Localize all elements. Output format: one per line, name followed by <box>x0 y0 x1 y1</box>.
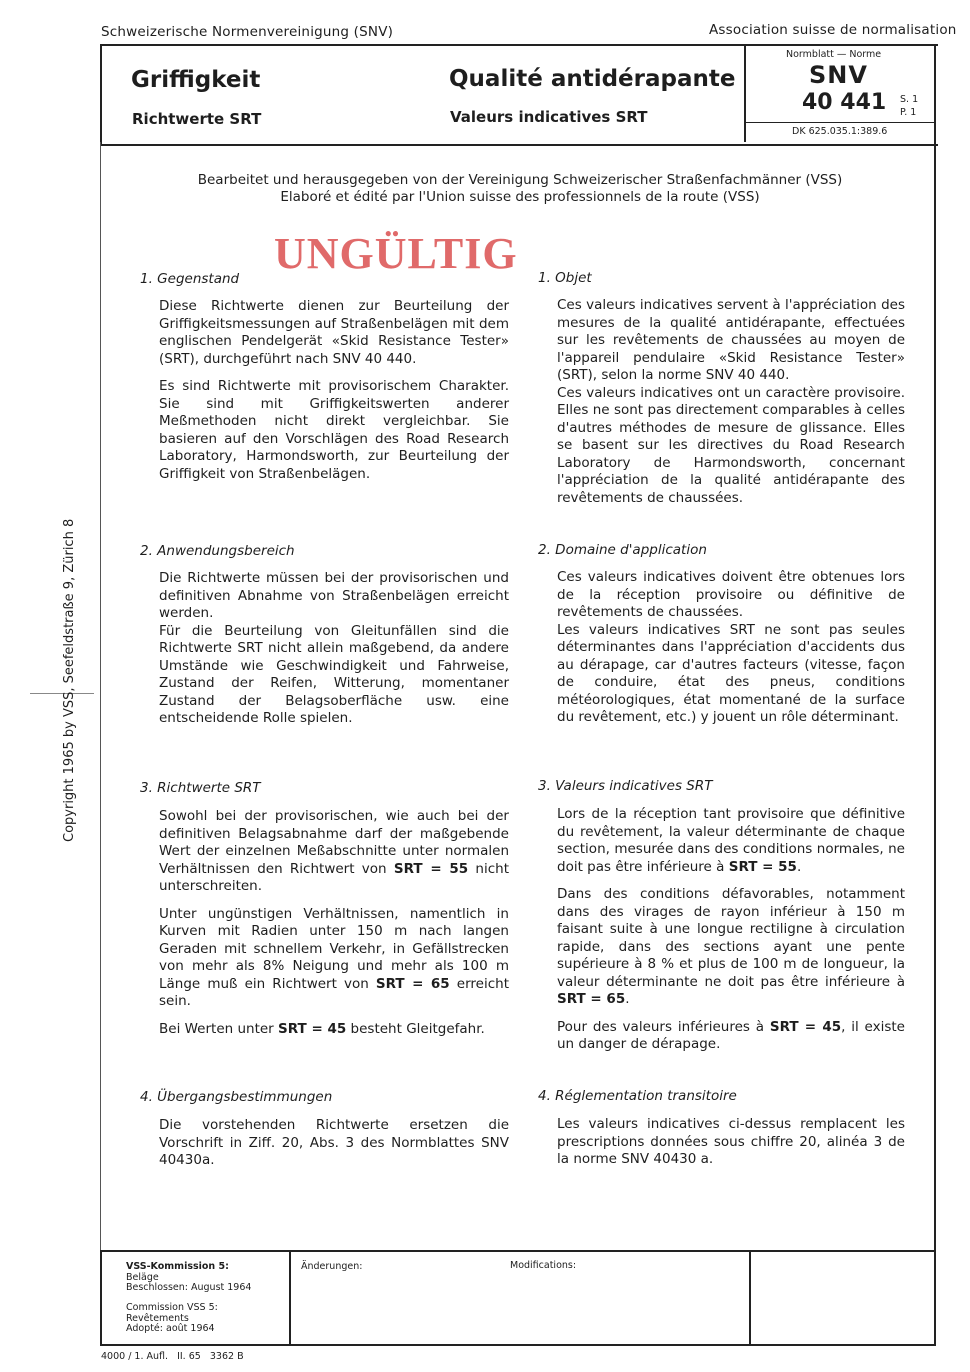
normblatt-label: Normblatt — Norme <box>786 49 882 60</box>
section-body-fr-2 <box>557 569 905 737</box>
paragraph: Diese Richtwerte dienen zur Beurteilung der Griffigkeitsmessungen auf Straßenbelägen mit dem englischen Pendelgerät «Skid Resistance Tester» (SRT), durchgeführt nach SNV 40 440. <box>159 298 509 367</box>
commission-fr-topic: Revêtements <box>126 1312 189 1324</box>
paragraph: Les valeurs indicatives ci-dessus remplacent les prescriptions données sous chiffre 20, alinéa 3 de la norme SNV 40430 a. <box>557 1116 905 1167</box>
section-heading-de-1: 1. Gegenstand <box>140 271 240 287</box>
footer-separator-1 <box>289 1250 291 1344</box>
section-heading-de-2: 2. Anwendungsbereich <box>140 543 295 559</box>
paragraph: Ces valeurs indicatives doivent être obtenues lors de la réception provisoire ou définitive de revêtements de chaussées. <box>557 569 905 620</box>
paragraph: Die vorstehenden Richtwerte ersetzen die Vorschrift in Ziff. 20, Abs. 3 des Normblattes SNV 40430a. <box>159 1117 509 1168</box>
paragraph: Les valeurs indicatives SRT ne sont pas seules déterminantes dans l'appréciation d'accidents dus au dérapage, car d'autres facteurs (vitesse, façon de conduire, état des pneus, conditions météorologiques, état momentané de la surface du revêtement, etc.) y jouent un rôle déterminant. <box>557 621 905 725</box>
page-de: S. 1 <box>900 94 919 105</box>
changes-fr-label: Modifications: <box>510 1260 577 1271</box>
publisher-de: Schweizerische Normenvereinigung (SNV) <box>101 24 394 40</box>
paragraph: Dans des conditions défavorables, notamment dans des virages de rayon inférieur à 150 m faisant suite à une longue rectiligne à circulation rapide, dans des sections ayant une pente supérieure à 8 % et plus de 100 m de longueur, la valeur déterminante ne doit pas être inférieure à SRT = 65. <box>557 886 905 1007</box>
dk-classification: DK 625.035.1:389.6 <box>792 126 888 137</box>
paragraph: Sowohl bei der provisorischen, wie auch bei der definitiven Belagsabnahme darf der maßgebende Wert der einzelnen Meßabschnitte unter normalen Verhältnissen den Richtwert von SRT = 55 nicht unterschreiten. <box>159 808 509 894</box>
page-fr: P. 1 <box>900 107 917 118</box>
commission-de-date: Beschlossen: August 1964 <box>126 1282 252 1293</box>
header-separator <box>744 44 746 142</box>
section-heading-fr-3: 3. Valeurs indicatives SRT <box>538 778 713 794</box>
left-rule <box>100 142 101 1250</box>
paragraph: Lors de la réception tant provisoire que définitive du revêtement, la valeur déterminante de chaque section, mesurée dans des conditions normales, ne doit pas être inférieure à SRT = 55. <box>557 806 905 875</box>
paragraph: Für die Beurteilung von Gleitunfällen sind die Richtwerte SRT nicht allein maßgebend, da andere Umstände wie Geschwindigkeit und Fahrweise, Zustand der Reifen, Witterung, momentaner Zustand der Belagsoberfläche usw. eine entscheidende Rolle spielen. <box>159 622 509 726</box>
paragraph: Die Richtwerte müssen bei der provisorischen und definitiven Abnahme von Straßenbelägen erreicht werden. <box>159 570 509 621</box>
copyright-vertical: Copyright 1965 by VSS, Seefeldstraße 9, Zürich 8 <box>62 518 77 842</box>
commission-de-label: VSS-Kommission 5: <box>126 1261 229 1272</box>
section-body-de-2 <box>159 570 509 738</box>
changes-de-label: Änderungen: <box>301 1261 363 1272</box>
section-body-fr-3 <box>557 806 905 1064</box>
print-code: 4000 / 1. Aufl. II. 65 3362 B <box>101 1351 244 1362</box>
snv-label: SNV <box>809 61 868 89</box>
paragraph: Ces valeurs indicatives ont un caractère provisoire. Elles ne sont pas directement comparables à celles d'autres méthodes de mesure de glissance. Elles se basent sur les directives du Road Research Laboratory de Harmondsworth, concernant l'appréciation de la qualité antidérapante des revêtements de chaussées. <box>557 384 905 506</box>
subtitle-fr: Valeurs indicatives SRT <box>450 108 648 126</box>
section-heading-de-4: 4. Übergangsbestimmungen <box>140 1089 333 1105</box>
commission-fr-label: Commission VSS 5: <box>126 1302 218 1313</box>
paragraph: Ces valeurs indicatives servent à l'appréciation des mesures de la qualité antidérapante, effectuées sur les revêtements de chaussées au moyen de l'appareil pendulaire «Skid Resistance Tester» (SRT), selon la norme SNV 40 440. <box>557 297 905 383</box>
title-fr: Qualité antidérapante <box>449 66 736 92</box>
commission-fr <box>126 1303 218 1335</box>
commission-fr-date: Adopté: août 1964 <box>126 1323 215 1334</box>
paragraph: Es sind Richtwerte mit provisorischem Charakter. Sie sind mit Griffigkeitswerten anderer Meßmethoden nicht direkt vergleichbar. Sie basieren auf den Vorschlägen des Road Research Laboratory, Harmondsworth, zur Beurteilung der Griffigkeit von Straßenbelägen. <box>159 378 509 482</box>
commission-de-topic: Beläge <box>126 1271 159 1283</box>
paragraph: Unter ungünstigen Verhältnissen, namentlich in Kurven mit Radien unter 150 m nach langen Geraden mit schnellem Verkehr, in Gefällstrecken von mehr als 8% Neigung und mehr als 100 m Länge muß ein Richtwert von SRT = 65 erreicht sein. <box>159 905 509 1009</box>
section-heading-fr-4: 4. Réglementation transitoire <box>538 1088 737 1104</box>
footer-separator-2 <box>749 1250 751 1344</box>
section-body-fr-4 <box>557 1116 905 1179</box>
section-body-fr-1 <box>557 297 905 517</box>
section-body-de-4 <box>159 1117 509 1180</box>
commission-de <box>126 1262 251 1294</box>
intro-de: Bearbeitet und herausgegeben von der Vereinigung Schweizerischer Straßenfachmänner (VSS) <box>197 172 843 188</box>
section-heading-de-3: 3. Richtwerte SRT <box>140 780 261 796</box>
title-de: Griffigkeit <box>131 67 261 93</box>
paragraph: Pour des valeurs inférieures à SRT = 45, il existe un danger de dérapage. <box>557 1018 905 1052</box>
paragraph: Bei Werten unter SRT = 45 besteht Gleitgefahr. <box>159 1020 485 1037</box>
invalid-stamp: UNGÜLTIG <box>274 229 518 278</box>
section-heading-fr-2: 2. Domaine d'application <box>538 542 707 558</box>
section-heading-fr-1: 1. Objet <box>538 270 592 286</box>
intro-fr: Elaboré et édité par l'Union suisse des professionnels de la route (VSS) <box>280 189 760 205</box>
section-body-de-3 <box>159 808 509 1048</box>
subtitle-de: Richtwerte SRT <box>132 110 262 128</box>
intro <box>150 172 890 206</box>
section-body-de-1 <box>159 298 509 493</box>
norm-number: 40 441 <box>802 90 887 115</box>
right-border <box>934 44 936 1344</box>
publisher-fr: Association suisse de normalisation <box>709 22 957 38</box>
dk-separator <box>746 122 934 123</box>
